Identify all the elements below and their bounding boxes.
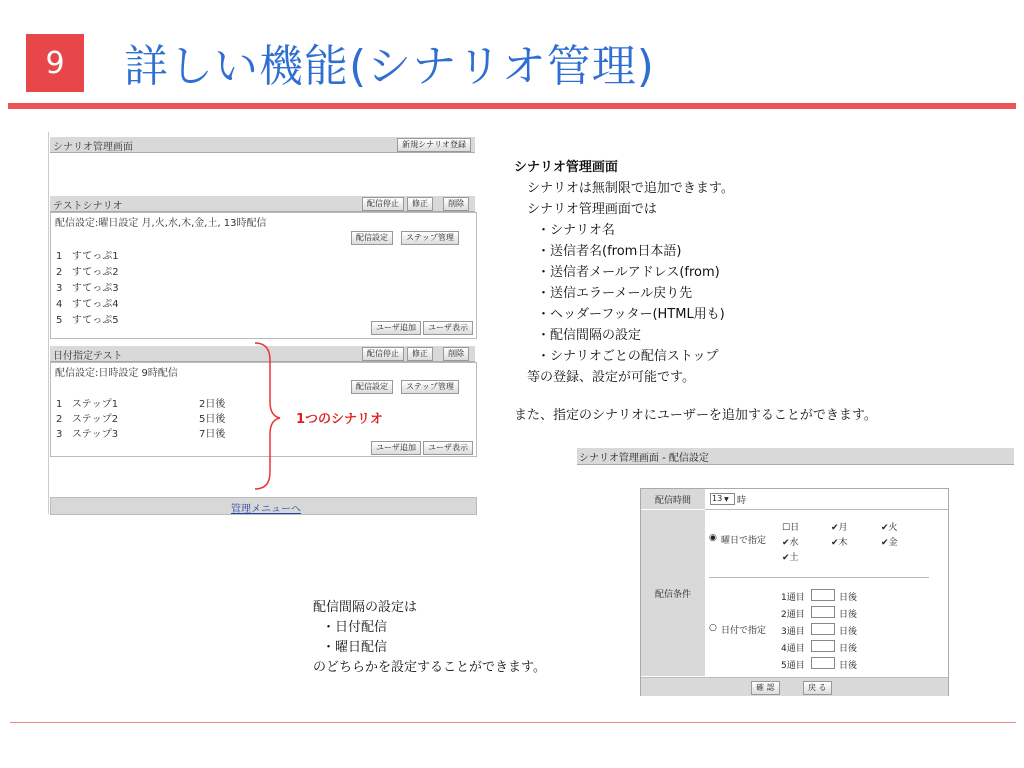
scenario1-add-user-button[interactable]: ユーザ追加 [371, 321, 421, 335]
scenario2-add-user-button[interactable]: ユーザ追加 [371, 441, 421, 455]
time-select[interactable]: 13 ▼ [710, 493, 735, 505]
days-suffix: 日後 [839, 593, 858, 603]
step-label: 4通目 [781, 644, 805, 654]
step1-days-input[interactable] [811, 589, 835, 601]
scenario2-step-manage-button[interactable]: ステップ管理 [401, 380, 459, 394]
scenario1-name: テストシナリオ [53, 201, 123, 212]
right-text-line: ・シナリオ名 [537, 223, 615, 238]
scenario1-step-manage-button[interactable]: ステップ管理 [401, 231, 459, 245]
scenario1-setting: 配信設定:曜日設定 月,火,水,木,金,土, 13時配信 [55, 218, 267, 229]
scenario2-setting: 配信設定:日時設定 9時配信 [55, 368, 178, 379]
weekday-checkbox-sat[interactable]: ✔土 [782, 553, 799, 563]
scenario1-show-users-button[interactable]: ユーザ表示 [423, 321, 473, 335]
slide-number-badge [26, 34, 84, 92]
bottom-text-line: 配信間隔の設定は [313, 600, 418, 615]
right-text-line: ・ヘッダーフッター(HTML用も) [537, 307, 725, 322]
list-item: 4 すてっぷ4 [56, 299, 119, 310]
step-label: 5通目 [781, 661, 805, 671]
one-scenario-annotation: 1つのシナリオ [296, 412, 383, 427]
slide-number: 9 [45, 45, 65, 81]
bottom-text-line: ・曜日配信 [322, 640, 388, 655]
days-suffix: 日後 [839, 610, 858, 620]
right-text-line: シナリオは無制限で追加できます。 [527, 181, 734, 196]
list-item: 3 ステップ3 [56, 429, 119, 440]
right-text-note: また、指定のシナリオにユーザーを追加することができます。 [514, 408, 877, 423]
new-scenario-button[interactable]: 新規シナリオ登録 [397, 138, 471, 152]
delivery-setting-title: シナリオ管理画面 - 配信設定 [579, 453, 709, 464]
bottom-text-line: ・日付配信 [322, 620, 388, 635]
scenario1-body [50, 212, 477, 339]
header-divider [8, 103, 1016, 109]
days-suffix: 日後 [839, 661, 858, 671]
screen-header-title: シナリオ管理画面 [53, 142, 133, 153]
right-text-heading: シナリオ管理画面 [514, 160, 618, 175]
list-item: 1 すてっぷ1 [56, 251, 119, 262]
time-row [705, 489, 948, 510]
condition-label: 配信条件 [641, 510, 705, 676]
weekday-checkbox-sun[interactable]: ☐日 [782, 523, 800, 533]
screen-header-bar [50, 137, 475, 153]
list-item: 3 すてっぷ3 [56, 283, 119, 294]
list-item: 2 ステップ2 [56, 414, 119, 425]
back-button[interactable]: 戻 る [803, 681, 832, 695]
time-unit: 時 [737, 496, 747, 506]
confirm-button[interactable]: 確 認 [751, 681, 780, 695]
days-suffix: 日後 [839, 644, 858, 654]
step-label: 2通目 [781, 610, 805, 620]
admin-menu-link[interactable]: 管理メニューへ [231, 504, 301, 515]
scenario1-delivery-setting-button[interactable]: 配信設定 [351, 231, 393, 245]
divider [709, 577, 929, 578]
right-text-line: ・送信者メールアドレス(from) [537, 265, 720, 280]
delivery-setting-form [640, 488, 949, 696]
scenario2-delete-button[interactable]: 削除 [443, 347, 469, 361]
scenario1-delete-button[interactable]: 削除 [443, 197, 469, 211]
step-label: 1通目 [781, 593, 805, 603]
form-footer [641, 677, 948, 696]
step2-days-input[interactable] [811, 606, 835, 618]
right-text-line: ・送信エラーメール戻り先 [537, 286, 693, 301]
weekday-checkbox-fri[interactable]: ✔金 [881, 538, 898, 548]
step-days: 7日後 [199, 429, 226, 440]
brace-icon [250, 340, 290, 492]
scenario1-header [50, 196, 475, 212]
step-days: 5日後 [199, 414, 226, 425]
step3-days-input[interactable] [811, 623, 835, 635]
days-suffix: 日後 [839, 627, 858, 637]
step-days: 2日後 [199, 399, 226, 410]
list-item: 2 すてっぷ2 [56, 267, 119, 278]
time-label: 配信時間 [641, 489, 705, 509]
scenario2-name: 日付指定テスト [53, 351, 123, 362]
screen-left-border [48, 132, 49, 514]
delivery-setting-header [577, 448, 1014, 465]
right-text-line: ・シナリオごとの配信ストップ [537, 349, 719, 364]
list-item: 5 すてっぷ5 [56, 315, 119, 326]
weekday-checkbox-wed[interactable]: ✔水 [782, 538, 799, 548]
weekday-option-label: 曜日で指定 [721, 536, 767, 546]
weekday-radio[interactable]: ◉ [709, 533, 717, 543]
scenario1-stop-button[interactable]: 配信停止 [362, 197, 404, 211]
list-item: 1 ステップ1 [56, 399, 119, 410]
date-radio[interactable]: ○ [709, 623, 717, 633]
step4-days-input[interactable] [811, 640, 835, 652]
weekday-checkbox-mon[interactable]: ✔月 [831, 523, 848, 533]
right-text-line: ・送信者名(from日本語) [537, 244, 682, 259]
menu-footer-bar [50, 497, 477, 515]
right-text-line: ・配信間隔の設定 [537, 328, 642, 343]
date-option-label: 日付で指定 [721, 626, 767, 636]
chevron-down-icon: ▼ [722, 496, 729, 503]
weekday-checkbox-thu[interactable]: ✔木 [831, 538, 848, 548]
scenario1-edit-button[interactable]: 修正 [407, 197, 433, 211]
right-text-line: シナリオ管理画面では [527, 202, 657, 217]
weekday-checkbox-tue[interactable]: ✔火 [881, 523, 898, 533]
scenario2-edit-button[interactable]: 修正 [407, 347, 433, 361]
right-text-line: 等の登録、設定が可能です。 [527, 370, 695, 385]
scenario2-delivery-setting-button[interactable]: 配信設定 [351, 380, 393, 394]
bottom-text-line: のどちらかを設定することができます。 [313, 660, 546, 675]
slide-title: 詳しい機能(シナリオ管理) [124, 41, 655, 92]
footer-divider [10, 722, 1016, 723]
step5-days-input[interactable] [811, 657, 835, 669]
step-label: 3通目 [781, 627, 805, 637]
scenario2-stop-button[interactable]: 配信停止 [362, 347, 404, 361]
scenario2-show-users-button[interactable]: ユーザ表示 [423, 441, 473, 455]
